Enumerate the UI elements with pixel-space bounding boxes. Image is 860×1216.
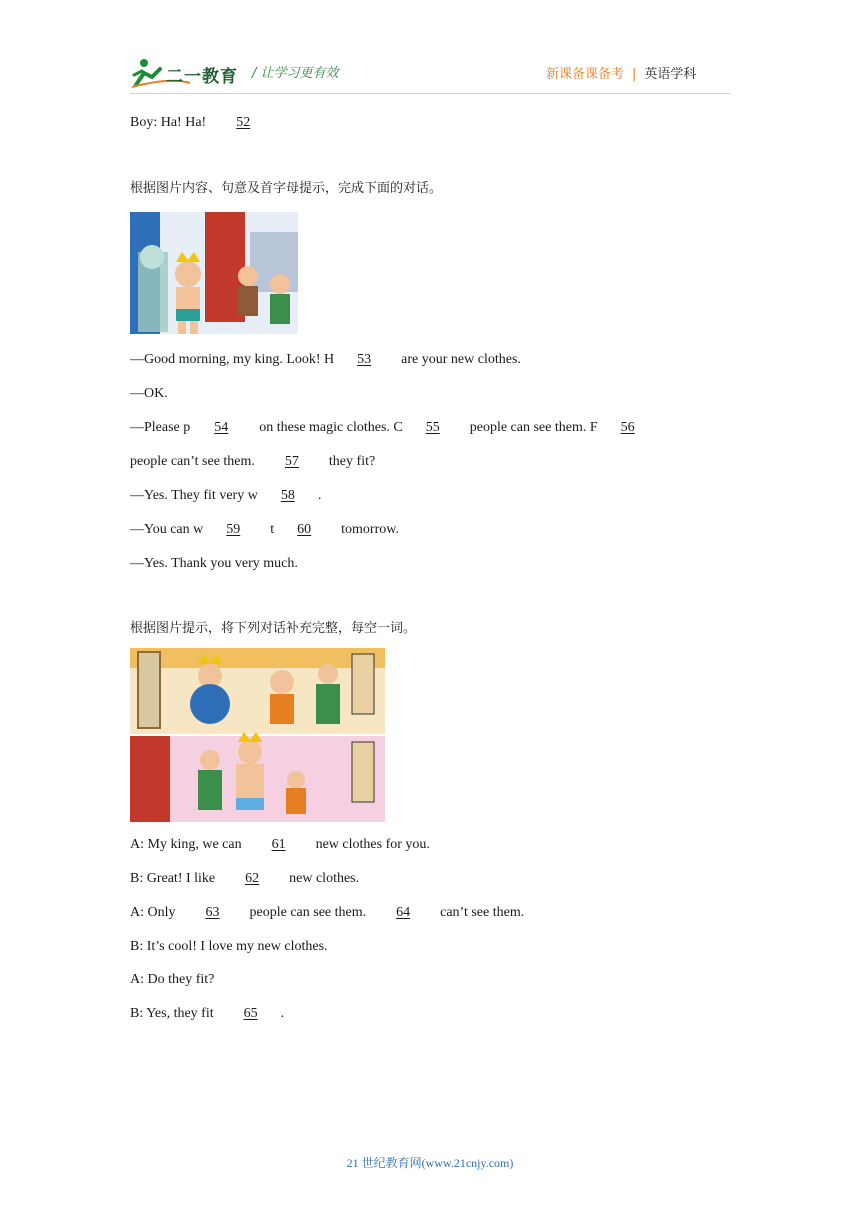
answer-blank: 61 — [271, 837, 286, 852]
header-tag-subject: 英语学科 — [644, 67, 697, 82]
line-text: people can see them. F — [462, 420, 598, 435]
line-text: —Yes. They fit very w — [130, 488, 258, 503]
line-text: A: Do they fit? — [130, 972, 215, 987]
answer-blank: 63 — [205, 905, 220, 920]
line-text: new clothes. — [282, 871, 360, 886]
answer-blank: 60 — [297, 522, 312, 537]
answer-blank: 62 — [245, 871, 260, 886]
line-text: people can’t see them. — [130, 454, 262, 469]
section-instruction: 根据图片提示，将下列对话补充完整，每空一词。 — [130, 621, 417, 636]
line-text: t — [263, 522, 275, 537]
king-new-clothes-illustration — [130, 212, 298, 334]
answer-blank: 59 — [226, 522, 241, 537]
line-text: —OK. — [130, 386, 168, 401]
answer-blank: 54 — [214, 420, 229, 435]
line-text: can’t see them. — [433, 905, 525, 920]
dialog-line — [130, 971, 214, 989]
line-text: . — [317, 488, 322, 503]
dialog-line — [130, 904, 524, 922]
header-divider — [130, 93, 730, 94]
line-text: Boy: Ha! Ha! — [130, 115, 214, 130]
line-text: people can see them. — [242, 905, 374, 920]
dialog-line — [130, 836, 430, 854]
line-text: —Please p — [130, 420, 191, 435]
answer-blank: 52 — [236, 115, 251, 130]
logo-text: 二一教育 — [166, 67, 238, 87]
section-instruction: 根据图片内容、句意及首字母提示，完成下面的对话。 — [130, 181, 443, 196]
line-text: —You can w — [130, 522, 204, 537]
line-text: B: It’s cool! I love my new clothes. — [130, 939, 328, 954]
answer-blank: 57 — [284, 454, 299, 469]
answer-blank: 64 — [396, 905, 411, 920]
line-text: A: Only — [130, 905, 183, 920]
header-subject — [546, 63, 696, 82]
line-text: —Yes. Thank you very much. — [130, 556, 298, 571]
line-text: B: Yes, they fit — [130, 1006, 221, 1021]
dialog-line — [130, 419, 658, 437]
dialog-line — [130, 487, 321, 505]
answer-blank: 53 — [357, 352, 372, 367]
line-text: . — [280, 1006, 285, 1021]
answer-blank: 65 — [243, 1006, 258, 1021]
dialog-line — [130, 351, 521, 369]
header-separator: | — [632, 67, 637, 82]
dialog-line — [130, 453, 375, 471]
tailors-and-king-illustration — [130, 648, 385, 822]
line-text: —Good morning, my king. Look! H — [130, 352, 335, 367]
dialog-line — [130, 1005, 284, 1023]
line-text: they fit? — [321, 454, 376, 469]
line-text: are your new clothes. — [394, 352, 521, 367]
line-text: new clothes for you. — [308, 837, 430, 852]
footer-source: 21 世纪教育网(www.21cnjy.com) — [346, 1156, 514, 1170]
line-text: on these magic clothes. C — [252, 420, 403, 435]
answer-blank: 55 — [425, 420, 440, 435]
answer-blank: 58 — [280, 488, 295, 503]
dialog-line — [130, 555, 298, 573]
header-tag-course: 新课备课备考 — [546, 67, 625, 82]
dialog-line — [130, 938, 328, 956]
line-text: tomorrow. — [334, 522, 399, 537]
answer-blank: 56 — [620, 420, 635, 435]
dialog-line — [130, 521, 399, 539]
dialog-line — [130, 114, 273, 132]
dialog-line — [130, 385, 168, 403]
dialog-line — [130, 870, 359, 888]
slogan: / 让学习更有效 — [252, 66, 339, 81]
line-text: B: Great! I like — [130, 871, 223, 886]
line-text: A: My king, we can — [130, 837, 249, 852]
